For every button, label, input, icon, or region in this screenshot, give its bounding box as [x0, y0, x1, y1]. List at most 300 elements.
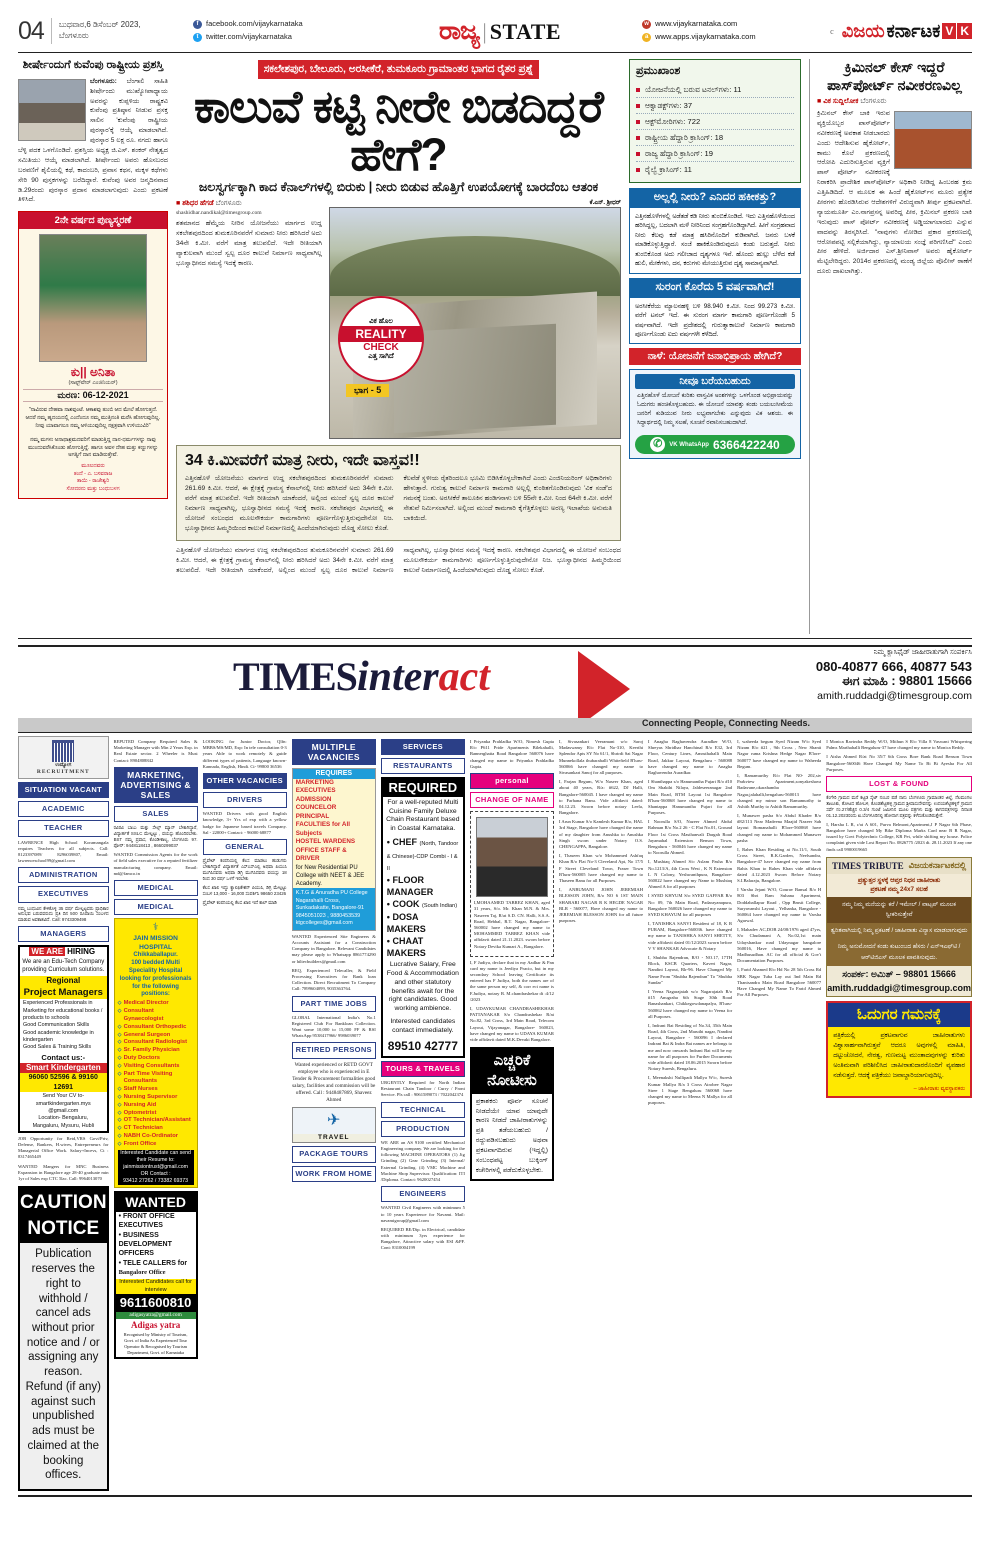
retired-persons-ad: Wanted experienced or RETD GOVT employee who is experienced in E Tender & Procurement formalities good salary, facilities and commission will be offered. Call : 9448487869, Shaveez Ahmed: [292, 1061, 376, 1103]
times-interact-contact: [816, 649, 972, 702]
tribute-header: [827, 858, 971, 874]
right-story-body-2: "ನಾವುಗಳು ನೋಡಿದ ಪ್ರಕಾರ ಪ್ರಕರಣದಲ್ಲಿ ಆರೋಪಪಟ್ಟಿ ಸಲ್ಲಿಕೆಯಾಗಿದ್ದು, ನ್ಯಾಯಾಲಯ ಸಂಜ್ಞೆ ಪರಿಗಣಿಸಿದೆ" ಎಂದು ಪೀಠ ಹೇಳಿದೆ. ಅರ್ಜಿದಾರ ಎಸ್.ಶ್ರೀನಿವಾಸ್ ಅವರು ಹೈಕೋರ್ಟ್ ಮೆಟ್ಟಿಲೇರಿದ್ದರು. 2014ರ ಪ್ರಕರಣದಲ್ಲಿ ಮಂಡ್ಯ ಜಿಲ್ಲೆಯ ಪೊಲೀಸ್ ಠಾಣೆಗೆ ದೂರು ದಾಖಲಾಗಿತ್ತು.: [817, 228, 972, 276]
college-phone: 9845051023 , 9880453539: [295, 912, 361, 919]
tribute-kn-head: ವಿಜಯಕರ್ನಾಟಕದಲ್ಲಿ: [908, 860, 967, 871]
obituary-body: ನಮ್ಮ ಮಗಳು ಅನಾಥಾಶ್ರಮದವರಿಗೆ ಮಾಡುತ್ತಿದ್ದ ದಾನ-ಧರ್ಮಗಳನ್ನು ನಾವು ಮುಂದುವರೆಸಿಕೊಂಡು ಹೋಗುತ್ತಿದ್ದೆ. ಹಾಗೂ ಅವಳ ದೇಹ ಮತ್ತು ಕಣ್ಣುಗಳನ್ನು ಅಗತ್ಯಿಗೆ ದಾನ ಮಾಡಿರುತ್ತೇವೆ.: [27, 436, 159, 459]
key-points-list: [636, 82, 794, 177]
play-triangle-icon: [578, 651, 630, 727]
tribute-line-2: ಪ್ರಕಟಣೆ ನಮ್ಮ 24x7 ಸಲಹೆ: [870, 886, 928, 894]
classified-ad: GLOBAL International India's No.1 Registered Club For Bankloan Collection. Want some 10,000 to 15,000 FF & RSI WhatsApp 9538417966/ 9986039077: [291, 1014, 376, 1039]
masthead-left: [18, 17, 193, 46]
badge-main-text: REALITY: [340, 326, 422, 342]
badge-part-label: ಭಾಗ - 5: [346, 384, 389, 397]
lead-reporter-email: shashidhar.nandikal@timesgroup.com: [176, 210, 262, 217]
recruitment-logo: [18, 736, 109, 779]
obituary-subtitle: (ಸಾಫ್ಟ್‌ವೇರ್ ಎಂಜಿನಿಯರ್): [68, 380, 118, 387]
classified-column-4: [292, 736, 376, 1491]
classified-ad: I Arun Kumar S/o Kamlesh Kumar R/o, HAL 3rd Stage, Bangalore have changed the name of my daughter from Anushka to Anushka Singh sworn under Notary O.S. CHENGAPPA, Bangalore.: [558, 819, 644, 849]
logo-inter: inter: [356, 654, 439, 700]
classified-ad: I, Ramamurthy R/o Flat N0- 202,siv Parkview Apartment,sonyakeshava Badavane,okarahamba Nagar,jalahalli,bengaluru-560013 have changed my minor son Ramamurthy to Ashith Murthy to Ashith Ramamurthy.: [737, 772, 822, 809]
whatsapp-box: [629, 369, 801, 459]
requires-contact: [293, 888, 375, 930]
college-name: K.T.G & Anuradha PU College: [295, 890, 368, 897]
lead-kicker-wrap: [176, 59, 621, 79]
category-production[interactable]: PRODUCTION: [381, 1121, 465, 1137]
position-item: ◇ Duty Doctors: [118, 1055, 194, 1063]
key-point-item: ರೈಲ್ವೆ ಕ್ರಾಸಿಂಗ್: 11: [636, 162, 794, 177]
facebook-icon: f: [193, 20, 202, 29]
photo-hill: [330, 236, 620, 296]
required-position: • COOK (South Indian): [386, 899, 458, 910]
lead-photo-wrap: [329, 200, 621, 439]
classified-column-1: [18, 736, 109, 1491]
hiring-brand: Smart Kindergarten: [20, 1063, 107, 1074]
classified-ad: I, ANBUMANI JOHN JEREMIAH BLESSON JOHN, R/o NO 6 1ST MAIN SHABARI NAGAR R K HEGDE NAGAR BLR - 560077, Have changed my name to JEREMIAH BLESSON JOHN for all future purposes.: [558, 887, 644, 924]
wanted-role-item: • BUSINESS DEVELOPMENT OFFICERS: [118, 1231, 172, 1258]
mugshot-ad-box: [470, 811, 554, 957]
right-story-body: [817, 109, 972, 277]
apps-link[interactable]: [642, 31, 822, 44]
wanted-role-item: • TELE CALLERS for: [118, 1259, 188, 1267]
globe-icon: w: [642, 20, 651, 29]
required-phone: 89510 42777: [387, 1038, 458, 1053]
classified-ad: ರವಿರವಿ ಬಾಬು ಮತ್ತು ಸೇಲ್ಸ್ ಮ್ಯಾನ್ ಬೇಕಾಗಿದ್ದಾರೆ, ವಿದ್ಯಾರ್ಹತೆ SSLC ಮೇಲ್ಪಟ್ಟು , ವಯಸ್ಸು ಹೊಂದಿರಬೇಕು. BST ನಮ್ಮ ಪ್ರವಾಸ, ಕೊಂಡೀಕಾಲ್ಯ, ಬೆಂಗಳೂರು 97. ಫೋನ್: 9448118413 , 8660299037: [113, 825, 198, 849]
classified-ad: JOB Opportunity for Retd,VRS Govt/Priv, Defense, Bankers, H.wives, Entrepreneurs for Managerial Office Work. Salary+Incevs, Ct : 8317465449: [18, 1135, 109, 1160]
category-sales[interactable]: SALES: [114, 806, 198, 822]
blue-box-body-1: ಎತ್ತಿನಹೊಳೆಗಳಲ್ಲಿ ಅಡೆತಡೆ ಕಡಿ ನೀರು ತುಂಬಿಕೊಂಡಿದೆ. ಇದು ಎತ್ತಿನಹೊಳೆಯಿಂದ ಹರಿಸಿದ್ದಲ್ಲ, ಬದಲಾಗಿ ಮಳೆ ನೀರಿನಿಂದ ಸಂಗ್ರಹಗೊಂಡಿದ್ದಾಗಿದೆ. ಹೀಗೆ ಸಂಗ್ರಹವಾದ ನೀರು ಕೆಲವು ಕಡೆ ಮಾತ್ರ ಹಸಿರಿನೊಂದಿಗೆ ಕುಡಿವಾಗಿದೆ. ಜನರು ಬಳಕೆ ಮಾಡಿಕೊಳ್ಳುತ್ತಿದ್ದಾರೆ. ಸಂಜೆ ಹಾಕಿಕೊಂಡಿರುವುದೂ ಕಂಡು ಬರುತ್ತದೆ. ನೀರು ತುಂಬಿಕೊಂಡ ಅದು ಗಲೀಜಾದ ದೃಶ್ಯಗಳೂ ಇವೆ. ಹೊಂದು ಹುಲ್ಲು ಬೆಳೆದ ಕಡೆ ಹುಲಿ, ಮೇಕೆಗಳು, ದನ, ಕರುಗಳು ಮೇಯುತ್ತಿರುವ ದೃಶ್ಯ ಸಾಮಾನ್ಯವಾಗಿದೆ.: [629, 207, 801, 274]
blue-box-title-2: ಸುರಂಗ ಕೊರೆದು 5 ವರ್ಷವಾಗಿದೆ!: [629, 278, 801, 297]
hospital-resume-label: Interested Candidate can send their Resume to:: [120, 1149, 191, 1163]
echarike-body: ಪ್ರಕಾಶಕರು ಪೂರ್ವ ಸೂಚನೆ ನೀಡದೆಯೇ ಯಾವ ಯಾವುದೇ ಕಾರಣ ನೀಡದೆ ಜಾಹೀರಾತುಗಳನ್ನು ಪ್ರತಿ ತಡೆಯಬಹುದು / ರದ್ದುಪಡಿಸಬಹುದು ಅಥವಾ ಪ್ರಕಟವಾಗದಿರುವ (ಇದ್ದಲ್ಲಿ) ಸಂಬಂಧಪಟ್ಟ ಬುಕ್ಕಿಂಗ್ ಕಚೇರಿಗಳಲ್ಲಿ ಪಡೆದುಕೊಳ್ಳಬೇಕು.: [475, 1097, 548, 1174]
category-personal[interactable]: personal: [470, 773, 554, 789]
times-interact-logo: [233, 653, 490, 701]
requires-role-item: ADMISSION COUNCELOR: [295, 795, 337, 812]
classified-ad: REQUIRED BE/Dip. in Electrical, candidate with minimum 3yrs experience for Bangalore, Attractive salary with ESI &PF. Cont: 8310004199: [380, 1226, 465, 1251]
left-story-body-1: ಬೆಂಗಾಲಿ ಸಾಹಿತಿ ಶೀರ್ಷೇಂದು ಮುಖ್ಯೋಪಾಧ್ಯಾಯ ಅವರನ್ನು ಕುಪ್ಪಳಿಯ ರಾಷ್ಟ್ರಕವಿ ಕುವೆಂಪು ಪ್ರತಿಷ್ಠಾನ ನೀಡುವ ಪ್ರಸಕ್ತ ಸಾಲಿನ 'ಕುವೆಂಪು ರಾಷ್ಟ್ರೀಯ ಪುರಸ್ಕಾರ'ಕ್ಕೆ ಆಯ್ಕೆ ಮಾಡಲಾಗಿದೆ.: [90, 77, 168, 135]
hospital-contact-block: [118, 1150, 194, 1185]
classified-ad: I, Indrani Bai Residing of No.34, 35th Main Road, 4th Cross, 2nd Maruthi nagar, Nandini Layout, Bangalore - 560096 I declared Indrani Bai & Indra Bai names are belongs to me and now onwards Indrani Bai will be my name for all purposes for Further Documents vide affidavit dated 18.06.2015 Sworn before Notary Suresh, Bengaluru.: [648, 1022, 733, 1072]
social-links: [193, 18, 358, 44]
classified-ad: WANTED Drivers with good English knowledge, 3+ Yrs of exp with a yellow badge for Japanese based travels Company. Sal - 22000+ Contact: - 96000 68877: [202, 811, 287, 835]
key-points-box: [629, 59, 801, 183]
tribute-line-3: ನಮ್ಮ ನಿಮ್ಮ ಮನೆಯನ್ನು ಕರೆ / ಇಮೇಲ್ / ವಾಟ್ಸಪ್ ಮೂಲಕ ಸ್ವೀಕರಿಸುತ್ತೇವೆ: [827, 897, 971, 923]
classified-ad: I, Thaseen Khan w/o Mohammed Ashfaq Khan R/o Flat No-3 Cleveland Apt, No 17/5 F Street Cleveland Town, Fraser Town B'luru-560005 have changed my name to Thaseen Banu for all Purposes.: [558, 853, 644, 883]
lead-byline: ■ ಶಶಿಧರ ಹೆಗಡೆ ಬೆಂಗಳೂರು: [176, 200, 242, 208]
obituary-header: 2ನೇ ವರ್ಷದ ಪುಣ್ಯಸ್ಮರಣೆ: [19, 212, 167, 229]
position-item: ◇ NABH Co-Ordinator: [118, 1133, 194, 1141]
classified-ad: I, Mahadev AC,DOB 24/08/1976 aged 47yrs, S/o Chudamani A, No.02,1st main Udayshankar road Udaynagar bangalore 560016, Have changed my name to Madhusudhan. AC for all official & Gov't Documentation Purposes.: [737, 927, 822, 964]
lead-reporter-name: ಶಶಿಧರ ಹೆಗಡೆ: [182, 200, 214, 208]
right-story-body-1: ಕ್ರಿಮಿನಲ್ ಕೇಸ್ ಬಾಕಿ ಇರುವ ವ್ಯಕ್ತಿಯೊಬ್ಬರ ಪಾಸ್‌ಪೋರ್ಟ್ ನವೀಕರಣಕ್ಕೆ ಅವಕಾಶ ನೀಡಬಾರದು ಎಂದು ಆದೇಶಿಸುವ ಹೈಕೋರ್ಟ್, ಕಾಮು ಕೊಲೆ ಪ್ರಕರಣದಲ್ಲಿ ಆರೋಪಿ ಎದುರಿಸುತ್ತಿರುವ ವ್ಯಕ್ತಿಗೆ ಪಾಸ್ ಪೋರ್ಟ್ ನವೀಕರಣಕ್ಕೆ ನಿರಾಕರಿಸಿ ಪ್ರಾದೇಶಿಕ ಪಾಸ್‌ಪೋರ್ಟ್ ಅಧಿಕಾರಿ ನೀಡಿದ್ದ ಹಿಂಬರಹ ಕ್ರಮ ಎತ್ತಿಹಿಡಿದಿದೆ. ಆ ಮೂಲಕ ಈ ಹಿಂದೆ ಹೈಕೋರ್ಟ್‌ನ ಮೂರು ಪ್ರತ್ಯೇಕ ಪೀಠಗಳು ಹೊರಡಿಸಿರುವ ಆದೇಶಗಳಿಗೆ ವಿರುದ್ಧವಾಗಿ ತೀರ್ಪು ಪ್ರಕಟವಾಗಿದೆ. ನ್ಯಾಯಮೂರ್ತಿ ಎಂ.ನಾಗಪ್ರಸನ್ನ ಅವರಿದ್ದ ಪೀಠ, ಕ್ರಿಮಿನಲ್ ಪ್ರಕರಣ ಬಾಕಿ ಇರುವುದು ಪಾಸ್ ಪೋರ್ಟ್ ನವೀಕರಣಕ್ಕೆ ಅಡ್ಡಿಯಾಗಲಾರದು ಎನ್ನುವ ವಾದವನ್ನು ತಿರಸ್ಕರಿಸಿದೆ.: [817, 110, 972, 236]
category-administration[interactable]: ADMINISTRATION: [18, 867, 109, 883]
hospital-email: jainmissiontrust@gmail.com: [123, 1163, 188, 1170]
position-item: ◇ Optometrist: [118, 1110, 194, 1118]
requires-role-item: FACULTIES for All Subjects: [295, 821, 350, 837]
classified-ad: ಪ್ರೈವೇಟ್ ಕಂಪನಿಯಲ್ಲಿ ಕೆಲಸ ಖಾಲಿ ಇದೆ ಕಾಲ್ ಮಾಡಿ: [202, 899, 277, 905]
pillar-icon: [52, 740, 74, 762]
classified-ad: LAWRENCE High School Koramangala requires Teachers for all subjects. Call: 8123397089/ 8296039807, Email: lawrenceschool99@gmail.com: [18, 839, 109, 864]
classified-ad: ಕೆಂಗೇರಿ ಗ್ರಾಮದ ಮನೆ ಕಟ್ಟಡ ಸೈಟ್ ನಂಬರ ಪಡೆ ನಾನು ಬೆಂಗಳೂರು ಗ್ರಾಮಾಂತರ ಜಿಲ್ಲೆ, ನೆಲಮಂಗಲ ತಾಲೂಕು, ತೋಟದ ಹೋಬಳಿ, ಕೊಂಡಶೆಟ್ಟಹಳ್ಳಿ ಗ್ರಾಮದ ಶ್ರೀವಾಸುದೇವನನ್ನು ಉದಯಶೆಟ್ಟಿಹಳ್ಳಿಗೆ ಗ್ರಾಮದ ಸರ್ವೆ ನಂ.27/ಹೆಚ್ಚಿನ 0.3/4 ಗುಂಟೆ ಜಮೀನಿನ ಮೂಲ ಪತ್ರಗಳು ಮತ್ತು ಕಾಗದಪತ್ರಗಳನ್ನು ದಿನಾಂಕ 01.12.2023ರಂದು ಖ.ಬೆಂಗಳೂರಿನಲ್ಲಿ ಹೋದಾಗ ಪತ್ರವನ್ನು ಕಳೆದುಕೊಂಡಿರುತ್ತೇನೆ.: [826, 795, 972, 818]
obituary-ad: [18, 211, 168, 498]
jain-hospital-ad: [114, 918, 198, 1188]
position-item: ◇ Nursing Aid: [118, 1102, 194, 1110]
category-restaurants[interactable]: RESTAURANTS: [381, 758, 465, 774]
tribute-email[interactable]: amith.ruddadgi@timesgroup.com: [827, 982, 971, 993]
category-academic[interactable]: ACADEMIC: [18, 801, 109, 817]
page-footer-rule: [18, 1495, 972, 1497]
tagline-bar: [18, 718, 972, 732]
fact-box-columns: [185, 474, 612, 533]
key-points-title: ಪ್ರಮುಖಾಂಶ: [636, 65, 681, 77]
logo-letter-k: K: [957, 23, 972, 39]
badge-check-text: CHECK: [363, 341, 399, 353]
contact-email[interactable]: amith.ruddadgi@timesgroup.com: [817, 690, 972, 702]
copyright-mark: c: [830, 26, 834, 36]
position-item: ◇ CT Technician: [118, 1125, 194, 1133]
tribute-line-4: ತ್ವರಿತವಾಗಿಯಲ್ಲಿ ನಿಮ್ಮ ಪ್ರಕಟಣೆ / ಜಾಹೀರಾತು ವಿನ್ಯಾಸ ಮಾಡಲಾಗುವುದು: [827, 923, 971, 939]
badge-bottom-text: ಎತ್ತ ಸಾಗಿದೆ: [368, 352, 394, 360]
category-technical[interactable]: TECHNICAL: [381, 1102, 465, 1118]
key-point-item: ಆಕ್ಟ್‌ಮೋರಿಗಳು: 722: [636, 114, 794, 130]
hiring-req-3: Good academic knowledge in kindergarten: [23, 1029, 94, 1043]
twitter-link[interactable]: [193, 31, 358, 44]
classified-ad: I Noorulla S/O, Nazeer Ahmed Abdul Rahman R/o No.2 26 - C Flat No.01, Ground Floor 1st Cross Masthanvali Dargah Road Jayamahal Extension Benson Town, Bengaluru - 560046 have changed my name to Noorulla Ahmed.: [648, 819, 733, 856]
lead-continuation: [176, 546, 621, 576]
obituary-death-date: ಮರಣ: 06-12-2021: [23, 389, 163, 402]
facebook-link[interactable]: [193, 18, 358, 31]
hiring-req-2: Good Communication Skills: [23, 1022, 90, 1029]
lead-kicker: ಸಕಲೇಶಪುರ, ಬೇಲೂರು, ಅರಸೀಕೆರೆ, ತುಮಕೂರು ಗ್ರಾಮಾಂತರ ಭಾಗದ ರೈತರ ಪ್ರಶ್ನೆ: [258, 60, 540, 79]
lead-headline: ಕಾಲುವೆ ಕಟ್ಟಿ ನೀರೇ ಬಿಡದಿದ್ದರೆ ಹೇಗೆ?: [194, 81, 603, 180]
lead-photo: [329, 207, 621, 439]
wanted-roles: [116, 1212, 196, 1269]
left-story-body-2: ಪುರಸ್ಕಾರ 5 ಲಕ್ಷ ರೂ. ನಗದು ಹಾಗೂ ಬೆಳ್ಳಿ ಪದಕ ಒಳಗೊಂಡಿದೆ. ಪ್ರಶಸ್ತಿಯ ಅಧ್ಯಕ್ಷ ಜಿ.ಎಸ್. ಶಂಕರ್ ನೇತೃತ್ವದ ಸಮಿತಿಯು ಆಯ್ಕೆ ಮಾಡಲಾಗಿದೆ. ಶೀರ್ಷೇಂದು ಅವರು ಹೊಸಬರದ ಬರವಣಿಗೆ ಶೈಲಿಯಲ್ಲಿ ಕಥೆ, ಕಾದಂಬರಿ, ಪ್ರವಾಸ ಕಥನ, ಮಕ್ಕಳ ಕಥೆಗಳು ಸೇರಿ 90 ಪುಸ್ತಕಗಳನ್ನು ಬರೆದಿದ್ದಾರೆ. ಕುವೆಂಪು ಅವರ ಜನ್ಮದಿನವಾದ ಡಿ.29ರಂದು ಪುರಸ್ಕಾರ ಪ್ರದಾನ ಮಾಡಲಾಗುವುದು ಎಂದು ಪ್ರಕಟಣೆ ತಿಳಿಸಿದೆ.: [18, 137, 168, 204]
website-links: [642, 18, 822, 44]
blue-box-title-1: ಅಲ್ಲಲ್ಲಿ ನೀರು? ಎನಿದರ ಹಕೀಕತ್ತು?: [629, 188, 801, 207]
category-part-time-jobs[interactable]: PART TIME JOBS: [292, 996, 376, 1012]
category-change-of-name[interactable]: CHANGE OF NAME: [470, 792, 554, 808]
key-point-item: ಆಕ್ವಾಡಕ್ಟ್‌ಗಳು: 37: [636, 98, 794, 114]
classified-ad: I, Shubha Rajendran, R/O - NO.17, 17TH Block, KSCB Quarters, Kaveri Nagar, Nandini Layout, Blr-96. Have Changed My Name From "Shubha Rajendran" To "Shubha Sundar": [648, 955, 733, 985]
news-section: [18, 59, 972, 634]
category-medical[interactable]: MEDICAL: [114, 880, 198, 896]
recruitment-logo-en: RECRUITMENT: [36, 768, 90, 775]
hiring-display-ad: [18, 945, 109, 1132]
classified-column-5: [381, 736, 465, 1491]
fact-box: [176, 445, 621, 540]
badge-top-text: ವಿಕ ಹೊಲ: [369, 317, 393, 325]
category-work-from-home[interactable]: WORK FROM HOME: [292, 1166, 376, 1182]
classified-ad: I Anagha Raghavendra Auradker W/O, Shreyas Shridhar Hanchinal R/o E32, 3rd Floor, Century Lines, Amruthahalli Main Road, Jakkur Layout, Bengaluru - 560088 have changed my name to Anagha Raghavendra Auradkar.: [648, 739, 733, 775]
blue-box-body-2: ಅರಸೀಕೆರೆಯ ಮ್ಯಾಲನಹಳ್ಳಿ ಬಳಿ 98.940 ಕಿ.ಮೀ. ನಿಂದ 99.273 ಕಿ.ಮೀ. ವರೆಗೆ ಟನಲ್ ಇದೆ. ಈ ಸುರಂಗ ಮಾರ್ಗ ಕಾಮಗಾರಿ ಪೂರ್ಣಗೊಂಡೇ 5 ವರ್ಷವಾಗಿದೆ. ಇದೇ ಪ್ರದೇಶದಲ್ಲಿ ಗುರುತ್ವಾಕಾಲುವೆ ನಿರ್ಮಾಣ ಕಾಮಗಾರಿ ಪೂರ್ಣಗೊಂಡು ಐದು ವರ್ಷಗಳೇ ಕಳೆದಿದೆ.: [629, 297, 801, 345]
high-court-photo: [894, 111, 972, 169]
position-item: ◇ Sr. Family Physician: [118, 1047, 194, 1055]
fact-box-body-2: ಕೆಲವೆಡೆ ಸ್ಥಳೀಯ ರೈತರಿಂದಲೂ ಭೂಮಿ ಬಿಡಿಸಿಕೊಳ್ಳಬೇಕಾಗಿದೆ ಎಂದು ಎಂಜಿನಿಯರಿಂಗ್ ಅಧಿಕಾರಿಗಳು ಹೇಳುತ್ತಾರೆ. ಗುರುತ್ವ ಕಾಲುವೆ ನಿರ್ಮಾಣ ಕಾಮಗಾರಿ ಅಲ್ಲಲ್ಲಿ ಕುಂಠಿತಗೊಂಡಿರುವುದು 'ವಿಕ ಸಂಡೆ'ದ ಗಮನಕ್ಕೆ ಬಂತು. ಅರಸೀಕೆರೆ ತಾಲೂಕಿನ ಹಂಡಿಗನಾಳು ಬಳಿ 55ನೇ ಕಿ.ಮೀ. ನಿಂದ 64ನೇ ಕಿ.ಮೀ. ವರೆಗೆ ಸೇತುವೆ ನಿರ್ಮಿಸಲಾಗಿದೆ. ಅಲ್ಲಿಂದ ಮುಂದೆ ಕಾಮಗಾರಿ ಕೈಗೆತ್ತಿಕೊಳ್ಳಲು ಅರಣ್ಯ ಇಲಾಖೆಯ ಅನುಮತಿ ಬಾಕಿಯಿದೆ.: [403, 475, 612, 522]
tribute-logo: TIMES TRIBUTE: [832, 860, 904, 871]
right-story-byline-city: ಬೆಂಗಳೂರು: [860, 98, 887, 105]
category-executives[interactable]: EXECUTIVES: [18, 886, 109, 902]
date-line-2: ಬೆಂಗಳೂರು: [58, 31, 89, 40]
category-other-vacancies[interactable]: OTHER VACANCIES: [203, 773, 287, 789]
lead-reporter-column: [176, 200, 322, 439]
position-item: ◇ General Surgeon: [118, 1032, 194, 1040]
college-address-2: Sunkadakatte, Bangalore-91: [295, 905, 365, 912]
classified-ad: I, Sivasankari Veeramani w/o Saroj Madaswamy R/o Flat No-310, Keerthi Splendor Apts SY No 61/1, Shrirdi Sai Nagar Munnekollala thubarahalli Whitefield B'luru-560066 have changed my name to Sivasankari Sanoj for all purposes.: [558, 739, 644, 775]
caution-notice-body: Publication reserves the right to withhold / cancel ads without prior notice and / or assigning any reason. Refund (if any) against such unpublished ads must be claimed at the booking offices.: [20, 1243, 107, 1489]
position-item: ◇ Staff Nurses: [118, 1086, 194, 1094]
required-subtitle: For a well-reputed Multi Cuisine Family Deluxe Chain Restaurant based in Coastal Karnataka.: [386, 798, 460, 833]
category-services[interactable]: SERVICES: [381, 739, 465, 755]
classified-ad: WE ARE an AS 9100 certified Mechanical Engineering company. We are looking for the following MACHINE OPERATORS (1) Jig Grinding (2) Gear Grinding (3) Internal/ External Grinding. (4) VMC Machine and Machine Shop Supervisor. Qualification: ITI /Diploma. Contact: 9620027454: [380, 1139, 465, 1183]
reality-check-badge: [338, 296, 424, 382]
hiring-company-desc: We are an Edu-Tech Company providing Curriculum solutions.: [22, 959, 105, 974]
right-story-headline: ಕ್ರಿಮಿನಲ್ ಕೇಸ್ ಇದ್ದರೆ ಪಾಸ್‌ಪೋರ್ಟ್ ನವೀಕರಣವಿಲ್ಲ: [827, 59, 962, 93]
page-number: 04: [18, 16, 44, 45]
logo-times: TIMES: [233, 654, 357, 699]
category-retired-persons[interactable]: RETIRED PERSONS: [292, 1042, 376, 1058]
news-stats-column: [629, 59, 801, 634]
obituary-from-mother: ತಾಯಿ - ರಾಜೇಶ್ವರಿ: [76, 478, 110, 485]
news-left-column: [18, 59, 168, 634]
classified-ad: ನಮ್ಮ ಬಂಧುವಿನ ಕೇಳಿಕೊಳ್ಳಿ 35 ವರ್ಷ ಮೇಲ್ಪಟ್ಟವರು ಪ್ರಾಧಿಕಾರ ಅನುಭವ ಬರುವವರುದು ಪ್ರತಿ ದಿನ 500 ರೂಪಾಯಿ ಸಂಬಳದ ಮಾಡುವ ಅವಕಾಶವಿದೆ. Call: 9743309498: [18, 905, 109, 923]
contact-phone-2-label: ಈಗ ಮಾಹಿ :: [841, 674, 896, 688]
college-email: ktgcolleges@gmail.com: [295, 920, 353, 927]
tribute-contact-number: 98801 15666: [903, 968, 956, 979]
obituary-from-label: ಮೂಲದವರು: [81, 463, 105, 470]
classified-ad: I, Meenakshi Nullipadi Mallya W/o, Suresh Kumar Mallya R/a 3 Cross Airobee Nagar Stree 1 Stage Bengaluru 560068 have changed my name to Meena N Mallya for all purposes.: [648, 1075, 733, 1106]
logo-text-karnataka: ಕರ್ನಾಟಕ: [886, 20, 941, 41]
classified-column-6: [470, 736, 554, 1491]
classified-ad: WANTED Civil Engineers with minimum 5 to 10 years Experience for Navami. Mail: navamigroup@gmail.com: [380, 1205, 465, 1223]
requires-role-item: PRINCIPAL: [295, 812, 330, 820]
category-situation-vacant[interactable]: SITUATION VACANT: [18, 782, 109, 798]
obituary-quote: "ನಾವಿರುವ ದೇಹವಾ ನಾಶವುಂಟೆ. ಆಕಾಶವು ತುಂಬಿ ಆದ ಮೇಲೆ ಹೋಗುತ್ತದೆ. ಆದರೆ ನಮ್ಮ ಹೃದಯದಲ್ಲಿ ಎಂದೆಂದೂ ನಮ್ಮ ಮುತ್ತಿನಂತಿ ಮರೆಸಿ ಹೋಗುವುದಿಲ್ಲ. ನೀವು ಯಾವಾಗಲೂ ನಮ್ಮ ಅಳಿಯುವುದಿಲ್ಲ ನಕ್ಷತ್ರವಾಗಿ ಉಳಿಯುವಿರಿ": [25, 407, 161, 429]
classifieds-section: [18, 736, 972, 1491]
hiring-req-4: Good Sales & Training Skills: [23, 1044, 92, 1051]
logo-letter-v: V: [942, 23, 956, 39]
category-managers[interactable]: MANAGERS: [18, 926, 109, 942]
divider: [51, 18, 52, 44]
classified-ad: WANTED Commission Agents for the work of field sales executive for a reputed fertilizer manufacturing company. Email: md@famco.in: [113, 852, 198, 876]
obituary-from: [19, 463, 167, 497]
wanted-location: Bangalore Office: [118, 1269, 166, 1277]
requires-role-item: HOSTEL WARDENS: [295, 838, 356, 846]
lead-subhead: ಜಲಸ್ವರ್ಗಕ್ಕಾಗಿ ಕಾದ ಕೆನಾಲ್‌ಗಳಲ್ಲಿ ಬಿರುಕು | ನೀರು ಬಿಡುವ ಹೊತ್ತಿಗೆ ಉಪಯೋಗಕ್ಕೆ ಬಾರದೆಂಬ ಆತಂಕ: [198, 180, 599, 195]
classified-column-7: [559, 736, 643, 1491]
travel-icon-box: [292, 1107, 376, 1144]
ktg-college-ad: [292, 768, 376, 931]
wanted-interview-note: Interested Candidates call for interview: [116, 1279, 196, 1294]
required-contact-label: Interested candidates contact immediately.: [390, 1018, 456, 1034]
logo-vk-badge: [942, 23, 972, 39]
contact-phone-1: 080-40877 666, 40877 543: [815, 659, 972, 674]
hospital-description: 100 bedded Multi Speciality Hospital looking for professionals for the following positions:: [119, 960, 192, 998]
whatsapp-number-pill[interactable]: [635, 435, 795, 454]
adigas-wanted-ad: [114, 1191, 198, 1359]
key-point-item: ಯೋಜನೆಯಲ್ಲಿ ಬರುವ ಟನಲ್‌ಗಳು: 11: [636, 82, 794, 98]
website-url: www.vijaykarnataka.com: [655, 19, 738, 29]
requires-role-item: OFFICE STAFF & DRIVER: [295, 846, 347, 863]
restaurant-required-ad: [381, 777, 465, 1058]
left-story-dateline: ಬೆಂಗಳೂರು:: [90, 77, 117, 85]
date-line-1: ಬುಧವಾರ,6 ಡಿಸೆಂಬರ್ 2023,: [58, 20, 141, 30]
position-item: ◇ Visiting Consultants: [118, 1063, 194, 1071]
classified-ad: I, Farjan Begum, W/o Naseer Khan, aged about 40 years, R/a: #622, DJ Halli, Bangalore-560045. I have changed my name to Farhana Banu. Vide affidavit dated: 04.12.23. Sworn before notary Leela, Bangalore.: [558, 779, 644, 816]
twitter-url: twitter.com/vijaykarnataka: [206, 32, 292, 41]
position-item: ◇ Nursing Supervisor: [118, 1094, 194, 1102]
hospital-phone: 93412 27262 / 73382 69373: [123, 1177, 189, 1184]
section-title-kn: ರಾಜ್ಯ: [439, 16, 480, 45]
tribute-headline-block: [827, 874, 971, 897]
classified-ad: I, UDAYKUMAR CHANDRASHEKHAR PATTANAKAR S/o Chandrashekar R/at No.82, 3rd Cross, 3rd Main Road, Telecom Layout, Vijayanagar, Bangalore- 560023, have changed my name to UDAYA KUMAR vide affidavit dated M.K.Devaki Bangalore.: [469, 1006, 554, 1042]
obituary-photo: [39, 234, 147, 362]
lead-body-grid: [176, 200, 621, 439]
required-benefits-note: Lucrative Salary, Free Food & Accommodation and other statutory benefits await for the right candidates. Good working ambience.: [386, 961, 459, 1013]
caution-notice-box: [18, 1186, 109, 1491]
position-item: ◇ Consultant Gynaecologist: [118, 1008, 194, 1024]
hiring-email-1: smartkindergarten.mys: [35, 1100, 91, 1107]
whatsapp-number: 6366422240: [712, 437, 780, 452]
hiring-label: HIRING: [67, 947, 96, 957]
lead-body-left: ಶತಮಾನದ ಹೆಮ್ಮೆಯ ನೀರಿನ ಯೋಜನೆಯು ಮಾರ್ಗದ ಉದ್ದ ಸಕಲೇಶಪುರದಿಂದ ತುಮಕೂರಿನವರೆಗೆ ಸುಮಾರು ನೀರು ಹರಿಸಿದರೆ ಅದು 34ನೇ ಕಿ.ಮೀ. ವರೆಗೆ ಮಾತ್ರ ತಲುಪಲಿದೆ. ಇದೇ ರೀತಿಯಾಗಿ ವ್ಯಾಕುಲವಾಗಿ ಮುಂದೆ ಸ್ವಲ್ಪ ದೂರ ಕಾಲುವೆ ನಿರ್ಮಾಣ ಸಾಧ್ಯವಾಗಿಲ್ಲ ಭೂಸ್ವಾಧೀನದ ಸಮಸ್ಯೆ ಇದಕ್ಕೆ ಕಾರಣ.: [176, 220, 322, 267]
category-tours-travels[interactable]: TOURS & TRAVELS: [381, 1061, 465, 1077]
odugara-body: ಪತ್ರಿಕೆಯಲ್ಲಿ ಪ್ರಕಟವಾಗುವ ಜಾಹೀರಾತುಗಳು ವಿಶ್ವಾಸಾರ್ಹವಾಗಿರುತ್ತವೆ ಆದರೂ ಅವುಗಳಲ್ಲಿ ಮಾಹಿತಿ, ದಟ್ಟುಚೋದನೆ, ನೇರತ್ವ, ಗುಣಮಟ್ಟ ಮುಂತಾದವುಗಳನ್ನು ಕುರಿತು ಅಂತಿಮವಾಗಿ ಪರಿಶೀಲಿಸಿದ ಜಾಹೀರಾತುದಾರರೊಂದಿಗೆ ವ್ಯವಹಾರ ನಡೆಸುತ್ತದೆ. ಆದಕ್ಕೆ ಪತ್ರಿಕೆಯು ಜವಾಬ್ದಾರಿಯಾಗುವುದಿಲ್ಲ.: [828, 1027, 970, 1085]
position-item: ◇ Consultant Orthopedic: [118, 1024, 194, 1032]
publication-logo: [842, 21, 972, 42]
website-link[interactable]: [642, 18, 822, 31]
wanted-phone: 9611600810: [116, 1294, 196, 1312]
required-position: • DOSA MAKERS: [386, 911, 426, 934]
caution-notice-title: CAUTION NOTICE: [20, 1188, 107, 1243]
fact-box-headline: 34 ಕಿ.ಮೀವರೆಗೆ ಮಾತ್ರ ನೀರು, ಇದೇ ವಾಸ್ತವ!!: [185, 452, 420, 470]
classified-column-8: [648, 736, 732, 1491]
news-right-column: [809, 59, 972, 634]
key-point-item: ರಾಜ್ಯ ಹೆದ್ದಾರಿ ಕ್ರಾಸಿಂಗ್: 19: [636, 146, 794, 162]
hospital-logo-icon: ⚕: [152, 922, 159, 934]
category-multiple-vacancies[interactable]: MULTIPLE VACANCIES: [292, 739, 376, 765]
section-title-en: STATE: [489, 18, 562, 44]
contact-phone-2: 98801 15666: [899, 674, 972, 688]
contact-tagline-kn: ನಿಮ್ಮ ಕ್ಲಾಸಿಫೈಡ್ ಜಾಹೀರಾತುಗಾಗಿ ಸಂಪರ್ಕಿಸಿ: [873, 649, 972, 656]
classified-ad: I, Mushtaq Ahmed S/o Aslam Pasha R/o No.1213/A, 4th Cross West , K N Extension L N Colony, Yeshwanthpura, Bangalore- 560022 have changed my Name to Mushtaq Ahmed A for all purposes: [648, 859, 733, 890]
classified-ad: REPUTED Company Required Sales & Marketing Manager with Min 2 Years Exp. in Real Estate sector. 2 Wheeler is Must Contact: 8904808842: [113, 739, 198, 763]
adigas-recognition-note: Recognised by Ministry of Tourism, Govt. of India As Experienced Tour Operator & Recognised by Tourism Department, Govt. of Karnataka: [123, 1332, 188, 1355]
section-title: [358, 17, 642, 46]
classified-ad: I, Harsha L R, r/at A 601, Purva Belmont,Apartment,J P Nagar 6th Phase, Bangalore have changed My Bike Diploma Marks Card near B R Nagar, issued by Govt Polytechnic College, KR Pet, while shifting my house. Police complaint given vide Lost Report No. 0826775 /2023 dt. 28.11.2023 If any one finds call 9900019665: [826, 821, 972, 852]
lead-continuation-1: ಎತ್ತಿನಹೊಳೆ ಯೋಜನೆಯು ಮಾರ್ಗದ ಉದ್ದ ಸಕಲೇಶಪುರದಿಂದ ತುಮಕೂರಿನವರೆಗೆ ಸುಮಾರು 261.69 ಕಿ.ಮೀ. ಆದರೆ, ಈ ಕ್ಷೇತ್ರಕ್ಕೆ ಗ್ರಾಮಸ್ಥ ಕೆನಾಲ್‌ನಲ್ಲಿ ನೀರು ಹರಿಸಿದರೆ ಅದು 34ನೇ ಕಿ.ಮೀ. ವರೆಗೆ ಮಾತ್ರ ತಲುಪಲಿದೆ. ಇದೇ ರೀತಿಯಾಗಿ ಯಾಕೆಂದರೆ, ಅಲ್ಲಿಂದ ಮುಂದೆ ಸ್ವಲ್ಪ ದೂರ ಕಾಲುವೆ ನಿರ್ಮಾಣ ಸಾಧ್ಯವಾಗಿಲ್ಲ, ಭೂಸ್ವಾಧೀನದ ಸಮಸ್ಯೆ ಇದಕ್ಕೆ ಕಾರಣ. ಸಕಲೇಶಪುರ ವಿಭಾಗದಲ್ಲಿ ಈ ಯೋಜನೆ ಸಂಬಂಧದ ಮೂಲಸೌಕರ್ಯ ಕಾಮಗಾರಿಗಳು ಪೂರ್ಣಗೊಳ್ಳುತ್ತಿರುವುದೇನೋ ನಿಜ. ಭೂಸ್ವಾಧೀನದ ಹಿಮ್ಮರಿಯಿಂದ ಕಾಲುವೆ ನಿರ್ಮಾಣದಲ್ಲಿ ಹಿಂದೆಯಾಗಿರುವುದು ದೊಡ್ಡ ಸೋಲು ಕೊಡೆ.: [176, 546, 621, 574]
times-tribute-ad: [826, 857, 972, 997]
classified-ad: I, waheeda begum Syed Nizam W/o Syed Nizam R/o #21 , 9th Cross , New Shanti Nagar ruma Krishna Hedge Nagar B'lore-560077 have changed my name to Waheeda Begum.: [737, 739, 822, 769]
hiring-location-1: Location- Bengaluru,: [38, 1115, 89, 1122]
category-package-tours[interactable]: PACKAGE TOURS: [292, 1146, 376, 1162]
author-portrait: [18, 79, 86, 141]
recruitment-logo-kn: ಉದ್ಯೋಗ: [55, 762, 72, 768]
title-divider: |: [482, 18, 487, 44]
requires-role-item: MARKETING EXECUTIVES: [295, 778, 336, 795]
classified-ad: I, Munawer pasha S/o Abdul Khader R/o #82/113 Near Madeena Maajid Nazeer Sab layout Bomanahalli B'lore-560068 have changed my name to Mohammed Munawer pasha: [737, 813, 822, 843]
category-lost-and-found[interactable]: LOST & FOUND: [826, 776, 972, 792]
hiring-requirements: [20, 999, 107, 1052]
key-point-item: ರಾಷ್ಟ್ರೀಯ ಹೆದ್ದಾರಿ ಕ್ರಾಸಿಂಗ್: 18: [636, 130, 794, 146]
hiring-we-are: WE ARE: [31, 947, 64, 957]
fact-box-body-1: ಎತ್ತಿನಹೊಳೆ ಯೋಜನೆಯು ಮಾರ್ಗದ ಉದ್ದ ಸಕಲೇಶಪುರದಿಂದ ತುಮಕೂರಿನವರೆಗೆ ಸುಮಾರು 261.69 ಕಿ.ಮೀ. ಆದರೆ, ಈ ಕ್ಷೇತ್ರಕ್ಕೆ ಗ್ರಾಮಸ್ಥ ಕೆನಾಲ್‌ನಲ್ಲಿ ನೀರು ಹರಿಸಿದರೆ ಅದು 34ನೇ ಕಿ.ಮೀ. ವರೆಗೆ ಮಾತ್ರ ತಲುಪಲಿದೆ. ಇದೇ ರೀತಿಯಾಗಿ ಯಾಕೆಂದರೆ, ಅಲ್ಲಿಂದ ಮುಂದೆ ಸ್ವಲ್ಪ ದೂರ ಕಾಲುವೆ ನಿರ್ಮಾಣ ಸಾಧ್ಯವಾಗಿಲ್ಲ, ಭೂಸ್ವಾಧೀನದ ಸಮಸ್ಯೆ ಇದಕ್ಕೆ ಕಾರಣ. ಸಕಲೇಶಪುರ ವಿಭಾಗದಲ್ಲಿ ಈ ಯೋಜನೆ ಸಂಬಂಧದ ಮೂಲಸೌಕರ್ಯ ಕಾಮಗಾರಿಗಳು ಪೂರ್ಣಗೊಳ್ಳುತ್ತಿರುವುದೇನೋ ನಿಜ. ಭೂಸ್ವಾಧೀನದ ಹಿಮ್ಮರಿಯಿಂದ ಕಾಲುವೆ ನಿರ್ಮಾಣದಲ್ಲಿ ಹಿಂದೆಯಾಗಿರುವುದು ದೊಡ್ಡ ಸೋಲು ಕೊಡೆ.: [185, 475, 394, 532]
classified-ad: I Varsha Jejani W/O, Gourav Bansal R/o H 803 Shri Ram Suhana Apartment, Doddaballapur Road , Opp Bmsit College, Suryavanshi Layout , Yelhanka, Bangalore - 560064 have changed my name to Varsha Agarwal.: [737, 887, 822, 924]
category-medical-2[interactable]: MEDICAL: [114, 899, 198, 915]
contact-phone-2-row: [816, 674, 972, 689]
classified-ad: I, Rahes Khan Residing at No.11/1, South Cross Street, R.K.Garden, Neelsandra, Bangalore-47 have changed my name from Rahis Khan to Rahes Khan vide affidavit dated 4.12.2023 Sworn Before Notary S.I.Balaraju, Bangalore.: [737, 847, 822, 883]
hiring-cv-block: [20, 1092, 107, 1130]
obituary-name: ಕು|| ಅನಿತಾ: [70, 365, 116, 380]
travel-label: TRAVEL: [293, 1134, 375, 1143]
twitter-icon: t: [193, 33, 202, 42]
classified-ad: I Shanthappa s/o Hanumantha Pujari R/o #10 Om Shakthi Nilaya, Jaldeseeranagar 2nd Main Road, BTM Layout 1st Bangalore B'luru-560068 have changed my name to Shantappa Hanumantha Pujari for all Purposes.: [648, 779, 733, 816]
category-drivers[interactable]: DRIVERS: [203, 792, 287, 808]
classified-ad: I, F Judiya, declare that in my Aadhar & Pan card my name is Jeediya Pracio, but in my secondary School leaving Certificate its entered has F Judiya, both the names are of the same person my self, & corr ect name is F.Judiya, notary B. M.chandrashekar dt :4/12 /2023: [469, 959, 554, 1002]
obituary-from-father: ತಂದೆ - ಎ. ಬಸವರಾಜ: [73, 470, 113, 477]
classified-ad: WANTED Mangers for MNC Business Expansion in Bangalore age 28-40 graduate min 1yr of Sales exp CTC 5lac. Call: 9964013070: [18, 1163, 109, 1181]
left-story-body: [18, 77, 168, 206]
publication-date: [59, 20, 141, 42]
hospital-place: Chikkaballapur.: [133, 952, 178, 959]
whatsapp-box-body: ಎತ್ತಿನಹೊಳೆ ಯೋಜನೆ ಕುರಿತು ವಾಸ್ತವಿಕ ಅಂಶಗಳನ್ನು ಒಳಗೊಂಡ ಅಭಿಪ್ರಾಯವನ್ನು ಓದುಗರು ಹಂಚಿಕೊಳ್ಳಬಹುದು. ಈ ಯೋಜನೆ ಯಾವತ್ತು ಕಂಡು ಬಯಲುಸೀಮೆಯ ಜನರಿಗೆ ಕುಡಿಯುವ ನೀರು ಲಭ್ಯವಾಗಬೇಕು ಎನ್ನುವುದು ವಿಕ ಆಶಯ. ಈ ಸಿದ್ಧಾರ್ಥದಲ್ಲಿ ನಿಮ್ಮ ಸಲಹೆ, ಸೂಚನೆ ರವಾನಿಸಬಹುದಾಗಿದೆ.: [637, 393, 793, 427]
wanted-title: WANTED: [116, 1193, 196, 1212]
odugara-notice-box: [826, 1001, 972, 1098]
right-story-byline: ■ ವಿಕ ಸುದ್ದಿಲೋಕ ಬೆಂಗಳೂರು: [817, 98, 887, 105]
hospital-name: JAIN MISSION HOSPITAL: [133, 934, 178, 951]
classified-ad: URGENTLY Required for North Indian Restaurant Chain Tandoor / Curry / Front Service. Pls call : 9061589073 / 7022042374: [380, 1080, 465, 1098]
hiring-req-1: Experienced Professionals in Marketing for educational books / products to schools: [23, 1000, 103, 1022]
odugara-signature: – ಜಾಹೀರಾತು ವ್ಯವಸ್ಥಾಪಕರು: [828, 1086, 970, 1097]
required-header: REQUIRED: [383, 779, 463, 797]
hospital-positions-list: [118, 1000, 194, 1148]
hiring-phone-numbers: 96060 52596 & 99160 12691: [20, 1073, 107, 1092]
position-item: ◇ Front Office: [118, 1141, 194, 1149]
app-icon: a: [642, 33, 651, 42]
category-general[interactable]: GENERAL: [203, 839, 287, 855]
hiring-role-1: Regional: [20, 976, 107, 987]
classified-column-3: [203, 736, 287, 1491]
photo-credit: ಕೆ.ಎನ್. ಶ್ರೀಧರ್: [589, 200, 621, 207]
tomorrow-teaser-bar: ನಾಳೆ: ಯೋಜನೆಗೆ ಜನಾಭಿಪ್ರಾಯ ಹೇಗಿದೆ?: [629, 348, 801, 365]
category-teacher[interactable]: TEACHER: [18, 820, 109, 836]
obituary-from-family: ಸೋದರನು ಮತ್ತು ಬಂಧುಬಳಗ: [66, 485, 120, 492]
echarike-title: ಎಚ್ಚರಿಕೆ ನೋಟೀಸು: [472, 1049, 552, 1094]
category-engineers[interactable]: ENGINEERS: [381, 1186, 465, 1202]
position-item: ◇ Medical Director: [118, 1000, 194, 1008]
logo-text-vijaya: ವಿಜಯ: [841, 20, 885, 41]
facebook-url: facebook.com/vijaykarnataka: [206, 19, 303, 29]
hospital-contact-label: OR Contact :: [140, 1170, 171, 1177]
hiring-contact-label: Contact us:-: [41, 1052, 86, 1062]
lead-reporter-city: ಬೆಂಗಳೂರು: [215, 200, 242, 208]
classified-ad: I Aisha Ahmed R/at No 35/7 6th Cross Bore Bank Road Benson Town Bangalore-560046 Have Changed My Name To Bi Bi Ayesha For All Purposes.: [826, 754, 972, 772]
hiring-location-2: Mangaluru, Mysuru, Hubli: [32, 1122, 94, 1129]
category-marketing-advertising-sales[interactable]: MARKETING, ADVERTISING & SALES: [114, 767, 198, 804]
requires-header: REQUIRES: [293, 769, 375, 778]
requires-roles: [293, 779, 375, 864]
classified-ad: ಕೆಲಸ ಖಾಲಿ ಇದ್ದು ಕ್ವಾಲಿಫಿಕೇಶನ್ ಪಿಯುಸಿ, ಡಿಗ್ರಿ ಮೇಲ್ಪಟ್ಟು ಸಂಬಳ 13,000 - 16,000 ಸಂಪರ್ಕಿಸಿ 98650 23426: [202, 884, 287, 896]
classified-ad: I Priyanka Prahladka W/O, Nimesh Gupta R/o P611 Pride Apartments Bilekahalli, Bannerghatta Road Bangalore 560076 have changed my name to Priyanka Prahladka Gupta.: [469, 739, 554, 769]
classified-ad: I, TANISHKA SANVI Resident of 18, K R PURAM, Bangalore-560036. have changed my name to TANISHKA SANVI SHETTY, vide affidavit dated 01/12/2023 sworn before V V SHANKAR Advocate & Notary: [648, 921, 733, 951]
classified-ad: LOOKING for Junior Doctor, Qlfn: MBBS/MS/MD, Exp: In tele consultation 0-3 years Able to work remotely & guide different types of patients, Language known- Kannada, English, Hindi. Ct- 99800 36536: [202, 739, 287, 769]
position-item: ◇ Consultant Radiologist: [118, 1039, 194, 1047]
hiring-title: [20, 947, 107, 958]
college-address-1: Nagarahalli Cross,: [295, 897, 341, 904]
airplane-icon: ✈: [293, 1108, 375, 1134]
classified-ad: I Veena Nagarajaiah w/o Nagarajaiah R/o #15 Anugraha 6th Stage 30th Road Banashankari, Chikkegowdanapalya, B'luru-560062 have changed my name to Veena for all Purposes.: [648, 988, 733, 1019]
tribute-line-5: ನಿಮ್ಮ ಅನುಮೋದನೆ ಕಂಡು ಕುಟುಂಬದ ಹೆಸರು / ಎನ್‌ಇಎಫ್‌ಟಿ / ಆರ್‌ಟಿಜಿಎಸ್ ಮೂಲಕ ಪಾವತಿಸುವುದು.: [827, 939, 971, 965]
position-item: ◇ Part Time Visiting Consultants: [118, 1071, 194, 1087]
